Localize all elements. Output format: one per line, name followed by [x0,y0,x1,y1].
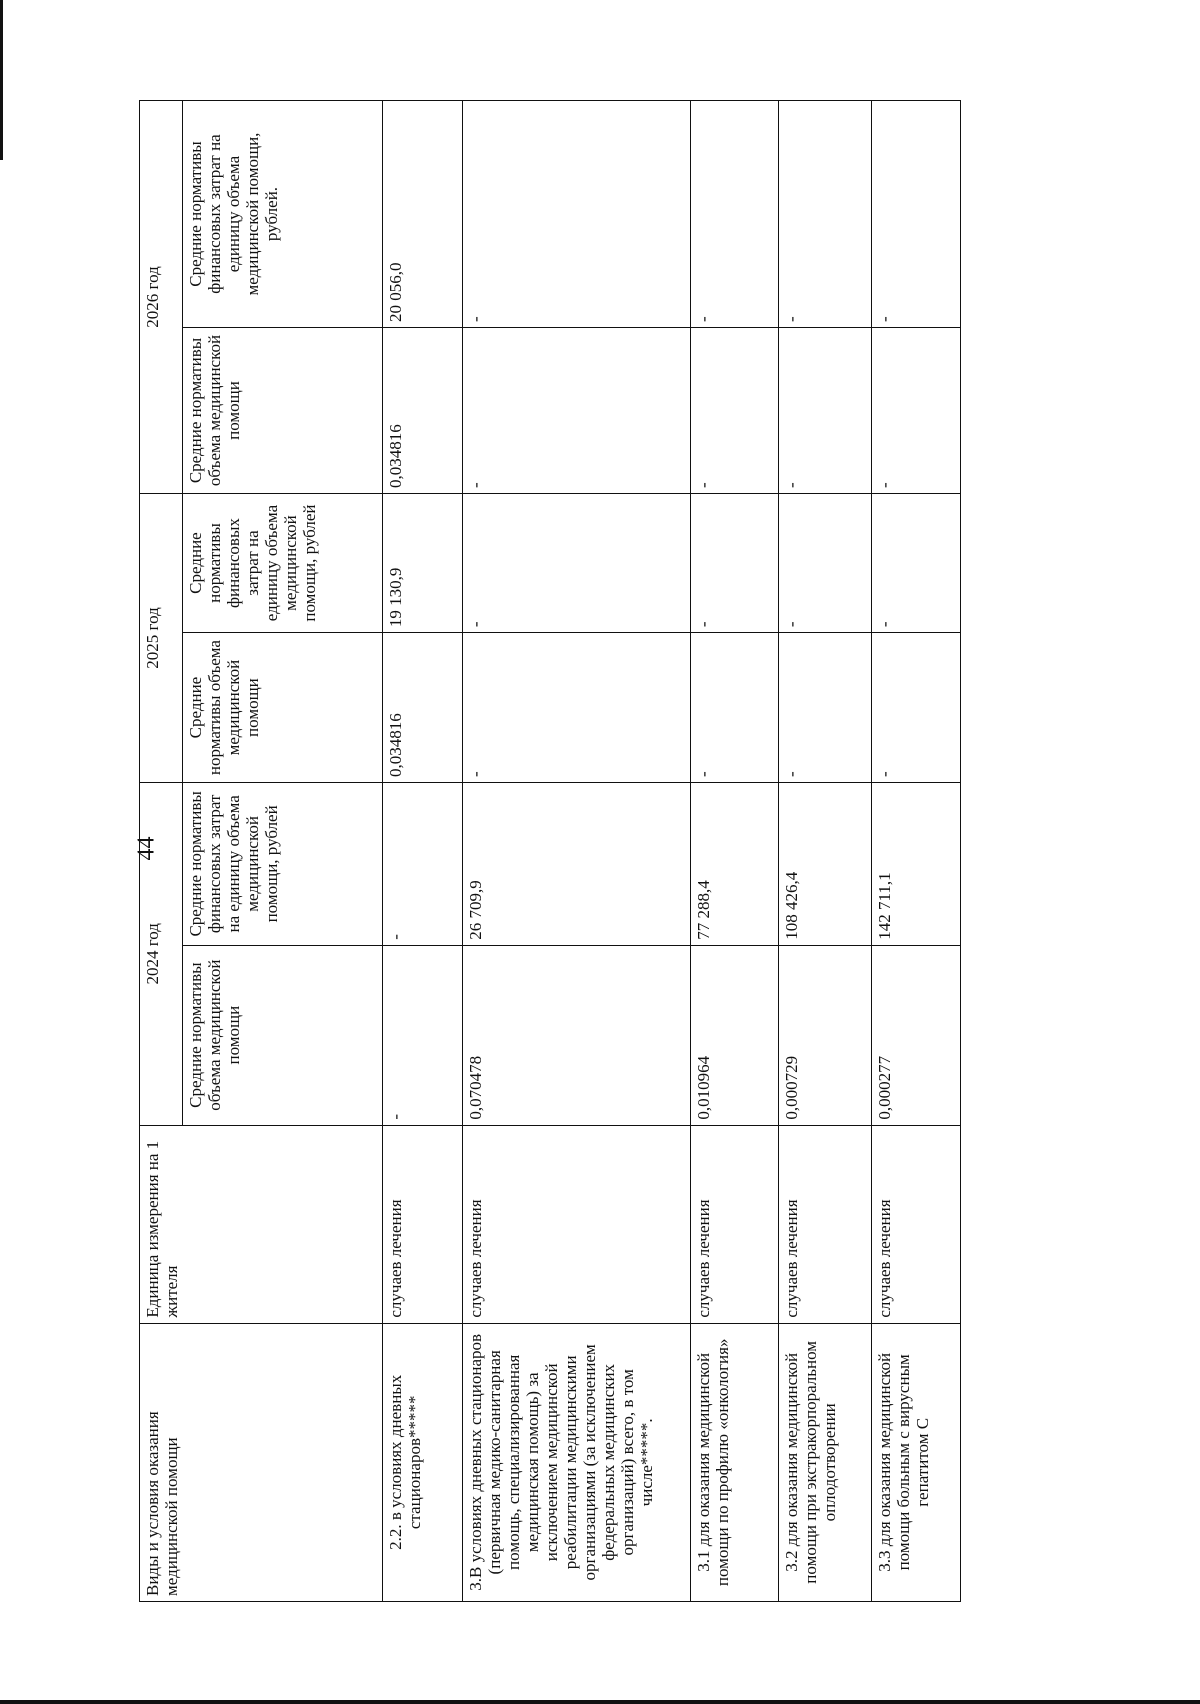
cell-cost-2026: 20 056,0 [383,101,463,328]
cell-volume-2025: 0,034816 [383,633,463,783]
header-year-2026: 2026 год [140,101,183,494]
header-year-2024: 2024 год [140,783,183,1126]
cell-volume-2026: - [779,328,872,494]
cell-volume-2024: 0,000729 [779,945,872,1125]
cell-volume-2025: - [462,633,690,783]
cell-volume-2025: - [872,633,961,783]
header-year-2025: 2025 год [140,493,183,782]
cell-volume-2024: 0,000277 [872,945,961,1125]
cell-cost-2025: 19 130,9 [383,493,463,632]
cell-cost-2025: - [779,493,872,632]
page-number: 44 [133,836,160,861]
cell-volume-2026: - [690,328,779,494]
cell-cost-2025: - [690,493,779,632]
row-kind: 3.3 для оказания медицинской помощи больным с вирусным гепатитом С [872,1323,961,1601]
cell-volume-2024: 0,010964 [690,945,779,1125]
row-unit: случаев лечения [690,1125,779,1323]
row-unit: случаев лечения [872,1125,961,1323]
header-unit: Единица измерения на 1 жителя [140,1125,383,1323]
header-row-years [140,101,183,1602]
row-kind: 3.2 для оказания медицинской помощи при экстракорпоральном оплодотворении [779,1323,872,1601]
rotated-table-container [139,100,961,1602]
cell-cost-2025: - [872,493,961,632]
table-row [690,101,779,1602]
header-cost-2025: Средние нормативы финансовых затрат на единицу объема медицинской помощи, рублей [183,493,383,632]
row-kind: 3.1 для оказания медицинской помощи по профилю «онкология» [690,1323,779,1601]
row-kind: 2.2. в условиях дневных стационаров***** [383,1323,463,1601]
header-cost-2026: Средние нормативы финансовых затрат на единицу объема медицинской помощи, рублей. [183,101,383,328]
cell-cost-2024: 142 711,1 [872,783,961,946]
cell-cost-2026: - [872,101,961,328]
row-unit: случаев лечения [462,1125,690,1323]
table-row [383,101,463,1602]
cell-volume-2026: - [462,328,690,494]
cell-volume-2024: - [383,945,463,1125]
cell-cost-2026: - [690,101,779,328]
row-unit: случаев лечения [779,1125,872,1323]
header-volume-2026: Средние нормативы объема медицинской помощи [183,328,383,494]
header-cost-2024: Средние нормативы финансовых затрат на единицу объема медицинской помощи, рублей [183,783,383,946]
cell-cost-2026: - [779,101,872,328]
row-unit: случаев лечения [383,1125,463,1323]
medical-care-norms-table [139,100,961,1602]
cell-cost-2024: 77 288,4 [690,783,779,946]
cell-volume-2026: - [872,328,961,494]
row-kind: 3.В условиях дневных стационаров (первичная медико-санитарная помощь, специализированная медицинская помощь) за исключением медицинской реабилитации медицинскими организациями (за исключением федеральных медицинских организаций) всего, в том числе*****. [462,1323,690,1601]
header-volume-2024: Средние нормативы объема медицинской помощи [183,945,383,1125]
cell-cost-2024: - [383,783,463,946]
cell-volume-2024: 0,070478 [462,945,690,1125]
cell-cost-2024: 108 426,4 [779,783,872,946]
table-row [872,101,961,1602]
cell-volume-2025: - [779,633,872,783]
scan-edge-left [0,0,3,160]
cell-volume-2025: - [690,633,779,783]
cell-cost-2024: 26 709,9 [462,783,690,946]
table-row [779,101,872,1602]
cell-cost-2026: - [462,101,690,328]
cell-volume-2026: 0,034816 [383,328,463,494]
cell-cost-2025: - [462,493,690,632]
header-volume-2025: Средние нормативы объема медицинской помощи [183,633,383,783]
scan-edge-bottom [0,1700,1200,1704]
header-kind: Виды и условия оказания медицинской помощи [140,1323,383,1601]
table-row [462,101,690,1602]
